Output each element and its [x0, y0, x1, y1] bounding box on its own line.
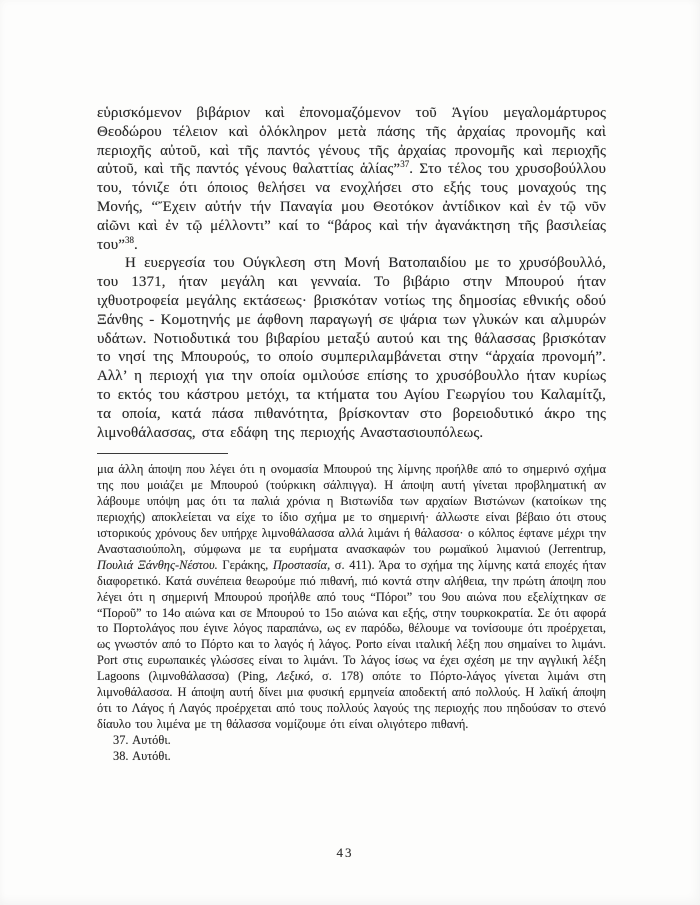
- paragraph-chrysobull-quote: [97, 104, 606, 254]
- footnote-book-title: Λεξικό: [276, 669, 311, 684]
- text-block: [97, 104, 606, 765]
- footnotes-block: [97, 462, 606, 764]
- footnote-continuation: [97, 462, 606, 732]
- footnote-book-title: Πουλιά Ξάνθης-Νέστου.: [97, 557, 218, 572]
- footnote-number: 38.: [113, 748, 129, 763]
- page-number: 43: [336, 845, 354, 860]
- footnote-separator-rule: [97, 453, 228, 454]
- footnote-text-segment: Γεράκης,: [217, 557, 273, 572]
- footnote-text: Αυτόθι.: [132, 748, 171, 763]
- footnote-text-segment: μια άλλη άποψη που λέγει ότι η ονομασία Μπουρού της λίμνης προήλθε από το σημερινό σχήμα της που μοιάζει με Μπουρού (τούρκικη σάλπιγγα). Η άποψη αυτή γίνεται προβληματική αν λάβουμε υπόψη μας ότι τα παλιά χρόνια η Βιστωνίδα των αρχαίων Βιστώνων (κατοίκων της περιοχής) αποκλείεται να είχε το ίδιο σχήμα με το σημερινή· άλλωστε είναι βέβαιο ότι στους ιστορικούς χρόνους δεν υπήρχε λιμνοθάλασσα αλλά λιμάνι ή θάλασσα· ο κόλπος έφτανε μέχρι την Αναστασιούπολη, σύμφωνα με τα ευρήματα ανασκαφών του ρωμαϊκού λιμανιού (Jerrentrup,: [97, 462, 606, 556]
- footnote-text: Αυτόθι.: [132, 732, 171, 747]
- footnote-text-segment: , σ. 411). Άρα το σχήμα της λίμνης κατά εποχές ήταν διαφορετικό. Κατά συνέπεια θεωρούμε πιό πιθανή, πιό κοντά στην αλήθεια, την πρώτη άποψη που λέγει ότι η σημερινή Μπουρού προήλθε από τους “Πόροι” του 9ου αιώνα που εξελίχτηκαν σε “Ποροῦ” το 14ο αιώνα και σε Μπουρού το 15ο αιώνα και εξής, στην τουρκοκρατία. Σε ότι αφορά το Πορτολάγος που έγινε λόγος παραπάνω, ως εν παρόδω, θέλουμε να τονίσουμε ότι προέρχεται, ως γνωστόν από το Πόρτο και το λαγός ή λάγος. Porto είναι ιταλική λέξη που σημαίνει το λιμάνι. Port στις ευρωπαικές γλώσσες είναι το λιμάνι. Το λάγος ίσως να έχει σχέση με την αγγλική λέξη Lagoons (λιμνοθάλασσα) (Ping,: [97, 557, 606, 684]
- footnote-book-title: Προστασία: [272, 557, 328, 572]
- footnote-text-segment: , σ. 178) οπότε το Πόρτο-λάγος γίνεται λιμάνι στη λιμνοθάλασσα. Η άποψη αυτή δίνει μια φυσική ερμηνεία αποδεκτή από πολλούς. Η λαϊκή άποψη ότι το Λάγος ή Λαγός προέρχεται από τους πολλούς λαγούς της περιοχής που πηδούσαν το στενό δίαυλο του λιμένα με τη θάλασσα νομίζουμε ότι είναι ολιγότερο πιθανή.: [97, 669, 606, 731]
- footnote-ref-37: 37: [400, 159, 410, 170]
- footnote-ref-38: 38: [125, 234, 135, 245]
- footnote-37: [97, 733, 606, 749]
- body-text-segment: εὑρισκόμενον βιβάριον καὶ ἐπονομαζόμενον τοῦ Ἁγίου μεγαλομάρτυρος Θεοδώρου τέλειον καὶ ὁλόκληρον μετὰ πάσης τῆς ἀρχαίας προνομῆς καὶ περιοχῆς αὐτοῦ, καὶ τῆς παντός γένους τῆς ἀρχαίας προνομῆς καὶ περιοχῆς αὐτοῦ, καὶ τῆς παντός γένους θαλαττίας ἁλίας”: [97, 105, 606, 178]
- body-text-segment: .: [134, 236, 138, 253]
- body-text-segment: . Στο τέλος του χρυσοβούλλου του, τόνιζε ότι όποιος θελήσει να ενοχλήσει στο εξής τους μοναχούς της Μονής, “Ἔχειν αὐτήν τήν Παναγία μου Θεοτόκον ἀντίδικον καὶ ἐν τῷ νῦν αἰῶνι καὶ ἐν τῷ μέλλοντι” καί το “βάρος καὶ τήν ἀγανάκτηση τῆς βασιλείας του”: [97, 161, 606, 253]
- footnote-number: 37.: [113, 732, 129, 747]
- footnote-38: [97, 749, 606, 765]
- paragraph-evergesia: Η ευεργεσία του Ούγκλεση στη Μονή Βατοπαιδίου με το χρυσόβουλλό, του 1371, ήταν μεγάλη και γενναία. Το βιβάριο στην Μπουρού ήταν ιχθυοτροφεία μεγάλης εκτάσεως· βρισκόταν νοτίως της δημοσίας εθνικής οδού Ξάνθης - Κομοτηνής με άφθονη παραγωγή σε ψάρια των γλυκών και αλμυρών υδάτων. Νοτιοδυτικά του βιβαρίου μεταξύ αυτού και της θάλασσας βρισκόταν το νησί της Μπουρούς, το οποίο συμπεριλαμβάνεται στην “ἀρχαία προνομή”. Αλλ’ η περιοχή για την οποία ομιλούσε επίσης το χρυσόβουλλο ήταν κυρίως το εκτός του κάστρου μετόχι, τα κτήματα του Αγίου Γεωργίου του Καλαμίτζι, τα οποία, κατά πάσα πιθανότητα, βρίσκονταν στο βορειοδυτικό άκρο της λιμνοθάλασσας, στα εδάφη της περιοχής Αναστασιουπόλεως.: [97, 255, 606, 441]
